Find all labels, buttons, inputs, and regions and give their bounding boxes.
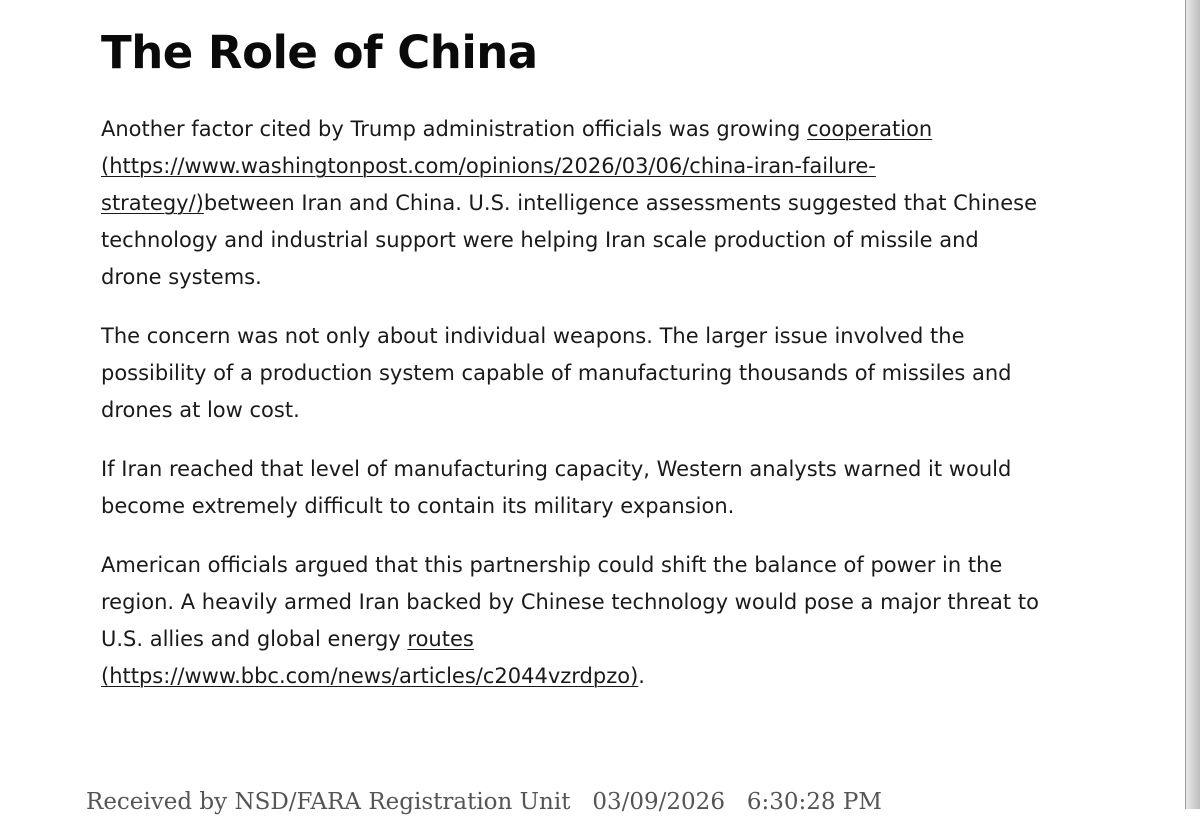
article <box>101 22 1041 717</box>
paragraph-production-concern: The concern was not only about individual weapons. The larger issue involved the possibility of a production system capable of manufacturing thousands of missiles and drones at low cost. <box>101 324 1012 422</box>
paragraph-manufacturing-capacity: If Iran reached that level of manufacturing capacity, Western analysts warned it would become extremely difficult to contain its military expansion. <box>101 457 1012 518</box>
paragraph-text: between Iran and China. U.S. intelligence assessments suggested that Chinese technology and industrial support were helping Iran scale production of missile and drone systems. <box>101 191 1038 289</box>
cooperation-link-label: cooperation <box>807 117 933 141</box>
paragraph-balance-of-power <box>101 547 1041 695</box>
paragraph-text: Another factor cited by Trump administration officials was growing <box>101 117 808 141</box>
fara-received-stamp: Received by NSD/FARA Registration Unit 03/09/2026 6:30:28 PM <box>86 789 882 815</box>
page-edge <box>1185 0 1200 809</box>
section-heading: The Role of China <box>101 26 538 79</box>
paragraph-china-cooperation <box>101 111 1041 296</box>
cooperation-link-url: (https://www.washingtonpost.com/opinions/2026/03/06/china-iran-failure-strategy/) <box>101 154 876 215</box>
paragraph-text: . <box>638 664 645 688</box>
paragraph-text: American officials argued that this partnership could shift the balance of power in the region. A heavily armed Iran backed by Chinese technology would pose a major threat to U.S. allies and global energy <box>101 553 1039 651</box>
routes-link-label: routes <box>407 627 474 651</box>
routes-link-url: (https://www.bbc.com/news/articles/c2044vzrdpzo) <box>101 664 639 688</box>
